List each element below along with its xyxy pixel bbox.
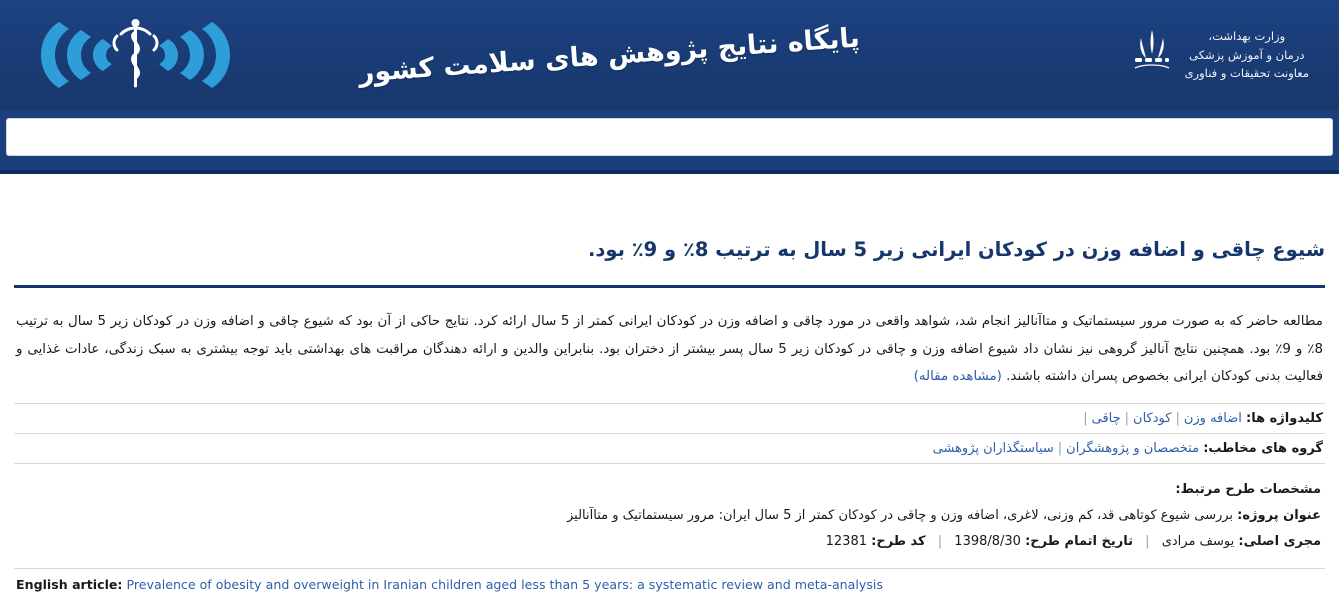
keyword-item-0[interactable]: اضافه وزن (1183, 410, 1242, 426)
audience-item-1[interactable]: سیاستگذاران پژوهشی (932, 440, 1054, 456)
project-code-value: 12381 (825, 533, 867, 549)
english-article-label: English article: (16, 576, 123, 592)
audience-item-0[interactable]: متخصصان و پژوهشگران (1066, 440, 1200, 456)
project-title-value: بررسی شیوع کوتاهی قد، کم وزنی، لاغری، اضافه وزن و چاقی در کودکان کمتر از 5 سال ایران: مرور سیستماتیک و متاآنالیز (567, 507, 1234, 523)
keyword-item-1[interactable]: کودکان (1133, 410, 1172, 426)
site-header (0, 0, 1339, 110)
article-abstract (14, 304, 1325, 402)
keywords-row (14, 403, 1325, 433)
main-content (0, 174, 1339, 600)
project-section-label-row (18, 477, 1321, 503)
project-info-row (18, 529, 1321, 555)
abstract-text: مطالعه حاضر که به صورت مرور سیستماتیک و متاآنالیز انجام شد، شواهد واقعی در مورد چاقی و اضافه وزن در کودکان ایرانی کمتر از 5 سال ارائه کرد. نتایج حاکی از آن بود که شیوع چاقی و اضافه وزن در کودکان زیر 5 سال به ترتیب 8٪ و 9٪ بود. همچنین نتایج آنالیز گروهی نیز نشان داد شیوع اضافه وزن و چاقی در کودکان زیر 5 سال پسر بیشتر از دختران بود. بنابراین والدین و ارائه دهندگان مراقبت های بهداشتی باید توجه بیشتری به سبک زندگی، عادات غذایی و فعالیت بدنی کودکان ایرانی بخصوص پسران داشته باشند. (16, 314, 1324, 385)
project-details (16, 471, 1323, 555)
keywords-label: کلیدواژه ها: (1246, 410, 1323, 426)
keyword-separator: | (1124, 410, 1130, 426)
audience-row (14, 433, 1325, 463)
page-title: شیوع چاقی و اضافه وزن در کودکان ایرانی زیر 5 سال به ترتیب 8٪ و 9٪ بود. (588, 238, 1325, 262)
search-bar-zone (0, 110, 1339, 174)
keyword-item-2[interactable]: چاقی (1091, 410, 1121, 426)
project-pi-value: یوسف مرادی (1161, 533, 1235, 549)
iran-emblem-icon (1129, 24, 1175, 86)
english-article-link[interactable]: Prevalence of obesity and overweight in Iranian children aged less than 5 years: a systematic review and meta-analysis (126, 576, 883, 592)
search-box[interactable] (6, 118, 1333, 156)
keyword-separator: | (1175, 410, 1180, 426)
site-title: پایگاه نتایج پژوهش های سلامت کشور (357, 22, 862, 88)
project-section (14, 463, 1325, 562)
audience-separator: | (1057, 440, 1063, 456)
ministry-line-2: درمان و آموزش پزشکی (1189, 47, 1305, 62)
project-title-row (18, 503, 1321, 529)
keyword-separator: | (1083, 410, 1088, 426)
ministry-text (1185, 27, 1309, 84)
project-section-label: مشخصات طرح مرتبط: (1175, 481, 1321, 497)
article-title-row (14, 222, 1325, 288)
project-info-separator: | (937, 533, 943, 549)
project-pi-label: مجری اصلی: (1238, 533, 1321, 549)
project-info-separator: | (1145, 533, 1150, 549)
audience-label: گروه های مخاطب: (1203, 440, 1323, 456)
search-input[interactable] (19, 129, 1320, 146)
project-end-date-value: 1398/8/30 (954, 533, 1021, 549)
ministry-line-1: وزارت بهداشت، (1208, 28, 1286, 43)
ministry-branding (1129, 24, 1309, 86)
english-article-row (14, 568, 1325, 600)
caduceus-logo-icon (30, 12, 240, 98)
view-article-link[interactable]: (مشاهده مقاله) (913, 369, 1002, 385)
project-title-label: عنوان پروژه: (1237, 507, 1321, 523)
project-code-label: کد طرح: (871, 533, 926, 549)
ministry-line-3: معاونت تحقیقات و فناوری (1184, 66, 1309, 81)
project-end-date-label: تاریخ اتمام طرح: (1025, 533, 1134, 549)
